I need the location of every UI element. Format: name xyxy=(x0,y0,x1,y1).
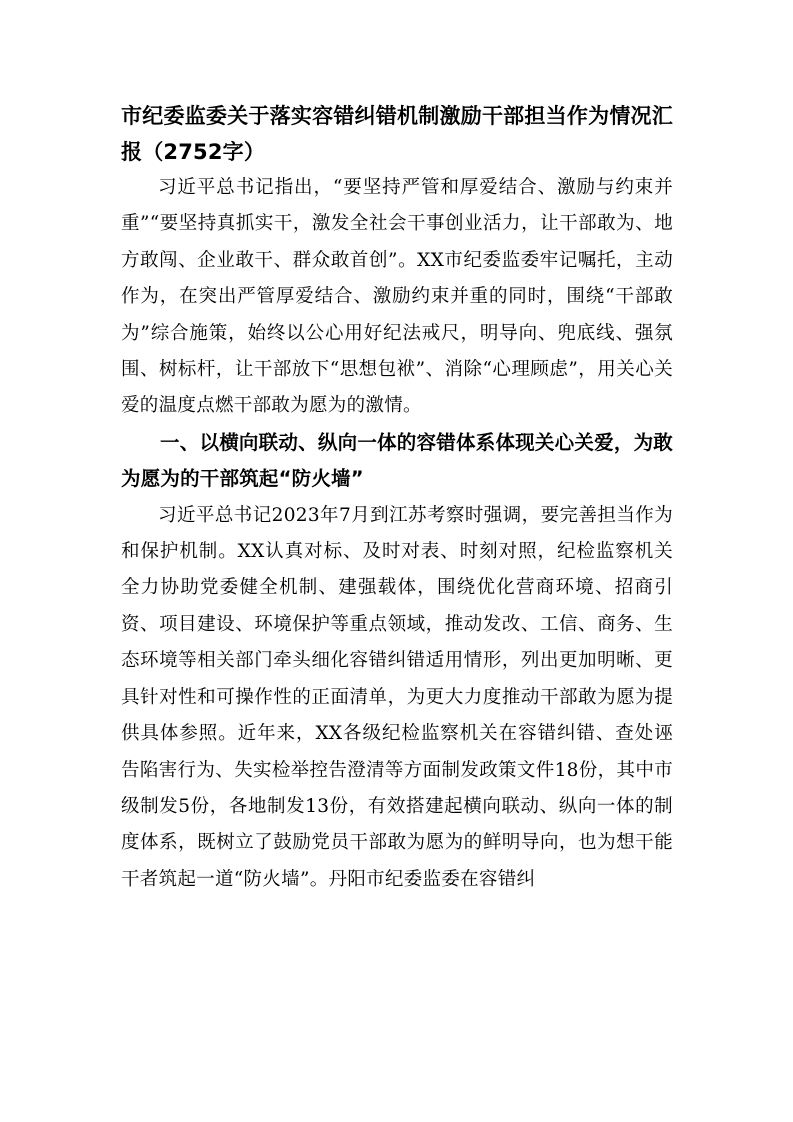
document-body xyxy=(121,98,673,898)
intro-paragraph: 习近平总书记指出，“要坚持严管和厚爱结合、激励与约束并重”“要坚持真抓实干，激发全社会干事创业活力，让干部敢为、地方敢闯、企业敢干、群众敢首创”。XX市纪委监委牢记嘱托，主动作为，在突出严管厚爱结合、激励约束并重的同时，围绕“干部敢为”综合施策，始终以公心用好纪法戒尺，明导向、兜底线、强氛围、树标杆，让干部放下“思想包袱”、消除“心理顾虑”，用关心关爱的温度点燃干部敢为愿为的激情。 xyxy=(121,177,673,417)
section-heading: 一、以横向联动、纵向一体的容错体系体现关心关爱，为敢为愿为的干部筑起“防火墙” xyxy=(121,430,673,491)
document-title: 市纪委监委关于落实容错纠错机制激励干部担当作为情况汇报（2752字） xyxy=(121,104,673,164)
section-paragraph: 习近平总书记2023年7月到江苏考察时强调，要完善担当作为和保护机制。XX认真对标、及时对表、时刻对照，纪检监察机关全力协助党委健全机制、建强载体，围绕优化营商环境、招商引资、项目建设、环境保护等重点领域，推动发改、工信、商务、生态环境等相关部门牵头细化容错纠错适用情形，列出更加明晰、更具针对性和可操作性的正面清单，为更大力度推动干部敢为愿为提供具体参照。近年来，XX各级纪检监察机关在容错纠错、查处诬告陷害行为、失实检举控告澄清等方面制发政策文件18份，其中市级制发5份，各地制发13份，有效搭建起横向联动、纵向一体的制度体系，既树立了鼓励党员干部敢为愿为的鲜明导向，也为想干能干者筑起一道“防火墙”。丹阳市纪委监委在容错纠 xyxy=(121,504,673,890)
